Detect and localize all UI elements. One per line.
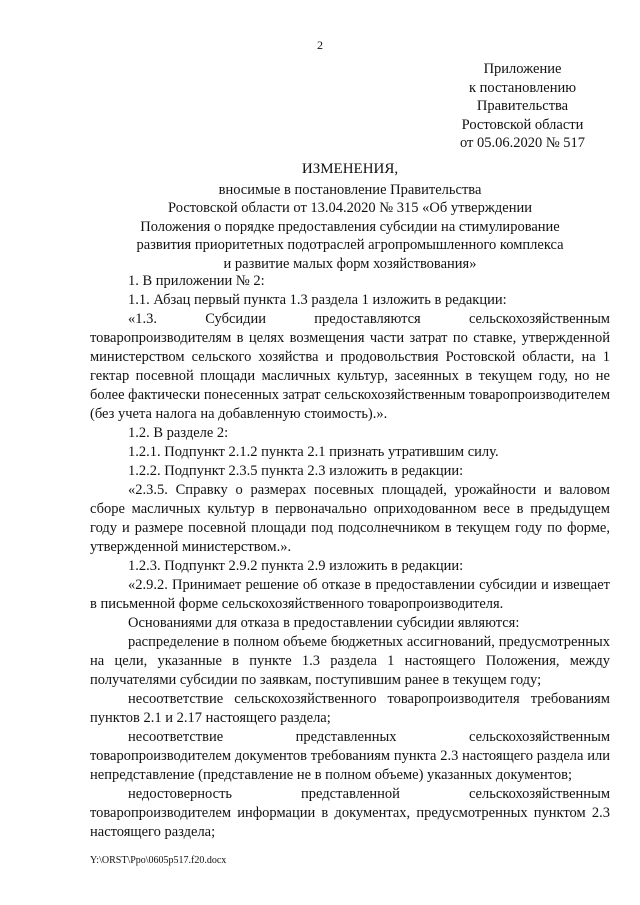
title-heading: ИЗМЕНЕНИЯ, bbox=[301, 161, 399, 177]
title-line: развития приоритетных подотраслей агропромышленного комплекса bbox=[136, 237, 564, 253]
title-line: вносимые в постановление Правительства bbox=[218, 181, 482, 198]
paragraph: распределение в полном объеме бюджетных ассигнований, предусмотренных на цели, указанные в пункте 1.3 раздела 1 настоящего Положения, между получателями субсидии по заявкам, поступившим ранее в текущем году; bbox=[90, 634, 610, 688]
paragraph: несоответствие представленных сельскохозяйственным товаропроизводителем документов требованиям пункта 2.3 настоящего раздела или непредставление (представление не в полном объеме) указанных документов; bbox=[90, 729, 610, 783]
paragraph: «1.3. Субсидии предоставляются сельскохозяйственным товаропроизводителям в целях возмещения части затрат по ставке, утвержденной министерством сельского хозяйства и продовольствия Ростовской области, на 1 гектар посевной площади масличных культур, засеянных в текущем году, но не более фактически понесенных затрат сельскохозяйственным товаропроизводителем (без учета налога на добавленную стоимость).». bbox=[90, 311, 610, 422]
appendix-line: Ростовской области bbox=[461, 116, 584, 133]
paragraph: 1.2.1. Подпункт 2.1.2 пункта 2.1 признать утратившим силу. bbox=[128, 444, 499, 460]
paragraph: Основаниями для отказа в предоставлении субсидии являются: bbox=[128, 615, 520, 631]
paragraph: «2.9.2. Принимает решение об отказе в предоставлении субсидии и извещает в письменной форме сельскохозяйственного товаропроизводителя. bbox=[90, 577, 610, 612]
paragraph: 1. В приложении № 2: bbox=[128, 273, 265, 289]
appendix-line: Правительства bbox=[476, 98, 569, 114]
appendix-line: от 05.06.2020 № 517 bbox=[459, 135, 586, 151]
paragraph: 1.2.2. Подпункт 2.3.5 пункта 2.3 изложить в редакции: bbox=[128, 463, 464, 479]
title-line: Ростовской области от 13.04.2020 № 315 «Об утверждении bbox=[168, 200, 532, 216]
appendix-line: Приложение bbox=[483, 61, 562, 77]
document-title bbox=[100, 160, 600, 273]
paragraph: несоответствие сельскохозяйственного товаропроизводителя требованиям пунктов 2.1 и 2.17 настоящего раздела; bbox=[90, 691, 610, 726]
paragraph: недостоверность представленной сельскохозяйственным товаропроизводителем информации в документах, предусмотренных пунктом 2.3 настоящего раздела; bbox=[90, 786, 610, 840]
appendix-header bbox=[440, 60, 605, 153]
paragraph: 1.2.3. Подпункт 2.9.2 пункта 2.9 изложить в редакции: bbox=[128, 558, 464, 574]
title-line: и развитие малых форм хозяйствования» bbox=[223, 255, 477, 272]
page-number: 2 bbox=[317, 38, 323, 52]
appendix-line: к постановлению bbox=[468, 79, 577, 96]
paragraph: 1.2. В разделе 2: bbox=[128, 425, 229, 441]
paragraph: 1.1. Абзац первый пункта 1.3 раздела 1 изложить в редакции: bbox=[128, 292, 507, 308]
title-line: Положения о порядке предоставления субсидии на стимулирование bbox=[140, 218, 560, 235]
document-body bbox=[90, 272, 610, 842]
paragraph: «2.3.5. Справку о размерах посевных площадей, урожайности и валовом сборе масличных культур в первоначально оприходованном весе в предыдущем году и размере посевной площади под подсолнечником в текущем году по форме, утвержденной министерством.». bbox=[90, 482, 610, 555]
footer-file-path: Y:\ORST\Ppo\0605p517.f20.docx bbox=[90, 855, 227, 866]
